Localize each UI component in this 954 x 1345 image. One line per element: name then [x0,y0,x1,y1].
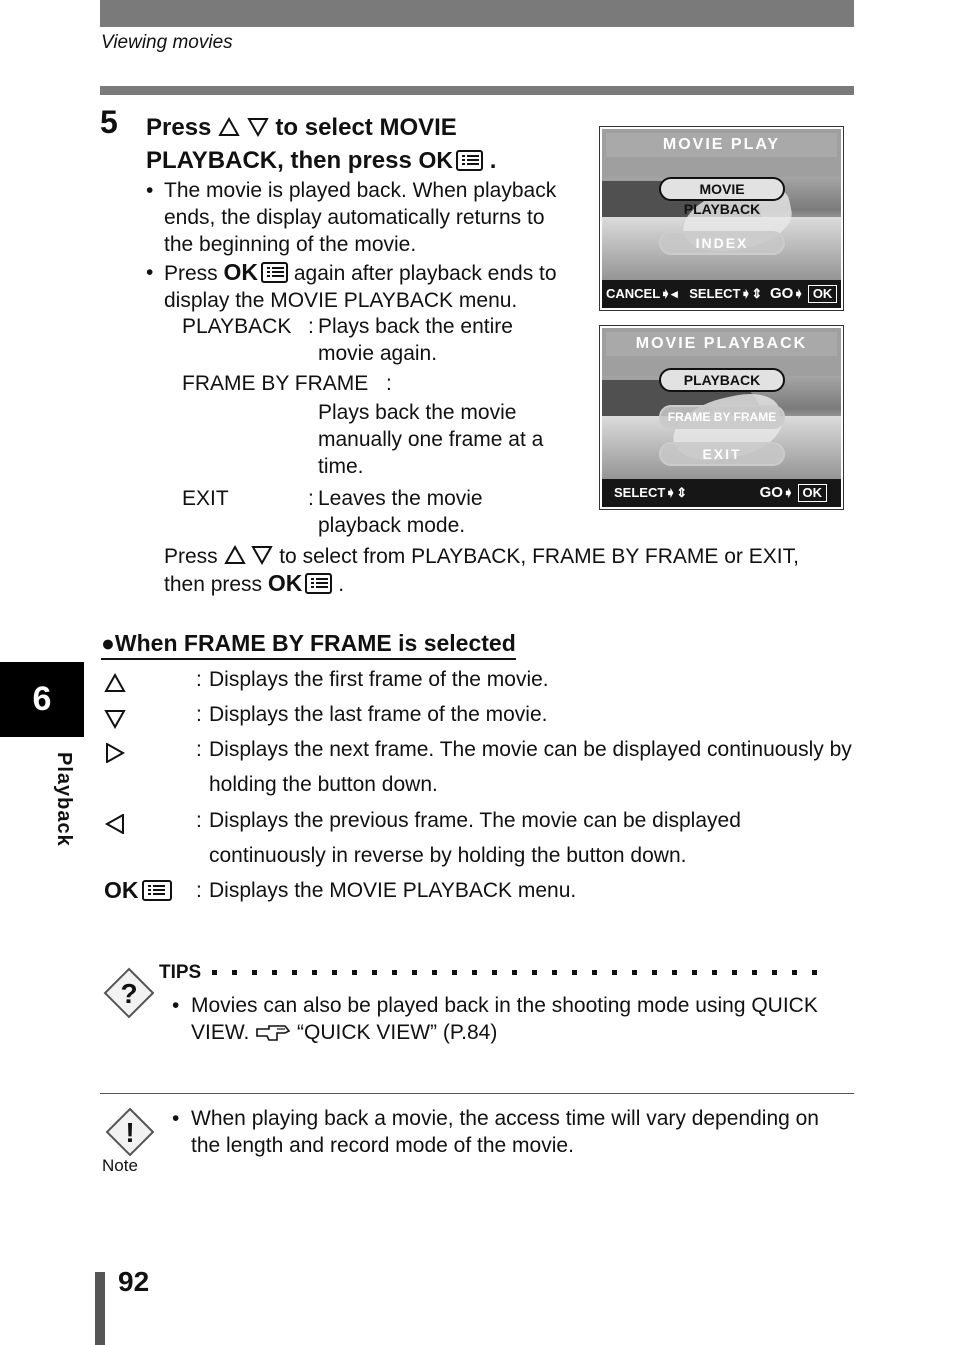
note-divider [100,1093,854,1094]
page-number: 92 [118,1266,150,1297]
option-exit-term: EXIT [182,487,229,510]
pointing-hand-icon [255,1023,291,1050]
option-sep: : [386,372,392,395]
bullet-2-text: again after playback ends to display the MOVIE PLAYBACK menu. [164,262,557,312]
option-frame-term: FRAME BY FRAME [182,372,369,395]
tips-text: Movies can also be played back in the shooting mode using QUICK VIEW. [191,994,818,1044]
question-diamond-icon [102,966,156,1025]
svg-text:?: ? [120,978,138,1009]
section-title: Viewing movies [101,32,233,53]
menu-icon [305,573,332,594]
option-playback-desc: Plays back the entire movie again. [318,315,513,365]
menu-icon [142,880,172,901]
select-label: SELECT [614,485,666,500]
note-text: When playing back a movie, the access time will vary depending on the length and record mode of the movie. [191,1107,819,1157]
ok-box: OK [798,484,828,502]
go-label: GO [769,285,794,302]
option-playback-term: PLAYBACK [182,315,292,338]
key-row-desc: Displays the previous frame. The movie can be displayed continuously in reverse by holding the button down. [209,809,741,867]
menu-item-playback: PLAYBACK [659,368,785,392]
key-row-desc: Displays the first frame of the movie. [209,668,549,691]
menu-icon [456,150,483,171]
step-number: 5 [100,104,118,140]
cancel-label: CANCEL [606,286,661,301]
header-rule [100,86,854,95]
screen-status-bar: CANCEL➧◂ SELECT➧⇕ GO➧ OK [602,280,841,308]
step-title [146,112,576,177]
bullet-circle-icon: ● [101,630,115,656]
note-label: Note [102,1156,138,1175]
screen-status-bar: SELECT➧⇕ GO➧ OK [602,479,841,507]
page-bar [95,1272,105,1345]
tips-bullet: • Movies can also be played back in the shooting mode using QUICK VIEW. “QUICK VIEW” (P.84) [172,992,852,1050]
option-frame-desc: Plays back the movie manually one frame at a time. [318,401,544,478]
ok-label: OK [418,147,454,173]
step-title-mid: to select MOVIE PLAYBACK, then press [146,114,457,174]
frame-section-heading: ●When FRAME BY FRAME is selected [101,630,516,660]
option-sep: : [308,487,314,510]
chapter-tab: 6 [0,662,84,737]
go-label: GO [759,484,783,501]
bullet-2-press: Press [164,262,218,285]
menu-item-exit: EXIT [659,442,785,466]
bullet-1: • The movie is played back. When playback ends, the display automatically returns to the beginning of the movie. [146,177,576,258]
note-bullet: • When playing back a movie, the access time will vary depending on the length and record mode of the movie. [172,1105,852,1159]
option-exit-desc: Leaves the movie playback mode. [318,487,483,537]
svg-text:!: ! [125,1117,135,1148]
exclamation-diamond-icon [104,1106,156,1163]
up-triangle-icon [104,669,126,689]
key-row-desc: Displays the next frame. The movie can be displayed continuously by holding the button down. [209,738,852,796]
step-title-end: . [489,147,497,174]
up-triangle-icon [224,545,246,565]
left-triangle-icon [104,810,126,830]
down-triangle-icon [247,114,269,134]
ok-label: OK [104,877,139,903]
bullet-1-text: The movie is played back. When playback ends, the display automatically returns to the beginning of the movie. [164,179,557,256]
down-triangle-icon [104,705,126,725]
menu-item-frame-by-frame: FRAME BY FRAME [659,405,785,429]
ok-box: OK [808,285,838,303]
screen-movie-playback [599,325,844,510]
option-sep: : [308,315,314,338]
press-select-line: Press to select from PLAYBACK, FRAME BY FRAME or EXIT, then press OK . [164,545,799,596]
bullet-2: • Press OK again after playback ends to display the MOVIE PLAYBACK menu. [146,259,557,312]
menu-icon [261,262,288,283]
key-row-desc: Displays the MOVIE PLAYBACK menu. [209,879,577,902]
tips-dashes [212,970,820,975]
ok-label: OK [223,259,259,285]
screen-movie-play [599,126,844,311]
menu-item-index: INDEX [659,231,785,255]
step-title-press: Press [146,114,212,141]
right-triangle-icon [104,739,126,759]
header-bar [100,0,854,27]
tips-ref: “QUICK VIEW” (P.84) [297,1021,498,1044]
tips-label: TIPS [159,962,202,983]
ok-label: OK [267,570,303,596]
menu-item-movie-playback: MOVIE PLAYBACK [659,177,785,201]
screen-header: MOVIE PLAY [606,133,837,157]
down-triangle-icon [251,545,273,565]
key-row-desc: Displays the last frame of the movie. [209,703,548,726]
screen-header: MOVIE PLAYBACK [606,332,837,356]
select-label: SELECT [689,286,741,301]
chapter-label: Playback [53,752,75,847]
up-triangle-icon [218,114,240,134]
